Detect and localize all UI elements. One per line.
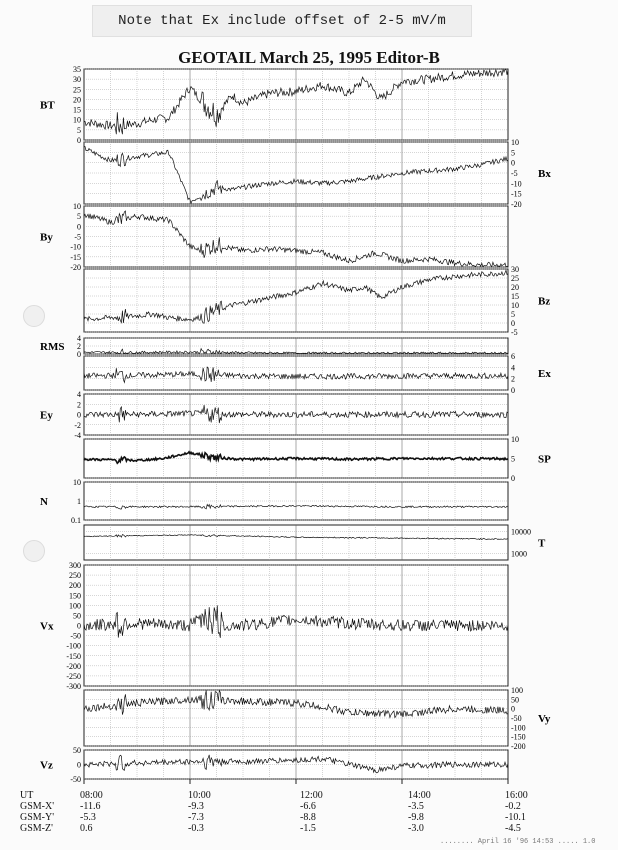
tick-label-bt: 30: [73, 75, 81, 85]
tick-label-bt: 15: [73, 105, 81, 115]
tick-label-bt: 0: [77, 136, 81, 145]
footer-x-2: -6.6: [300, 801, 316, 812]
footer-z-3: -3.0: [408, 823, 424, 834]
panel-label-ex: Ex: [538, 368, 551, 380]
tick-label-vx: 300: [69, 561, 81, 570]
tick-label-vz: 50: [73, 746, 81, 755]
tick-label-bt: 10: [73, 115, 81, 125]
footer-ut-0: 08:00: [80, 790, 103, 801]
tick-label-bz: 0: [511, 319, 515, 328]
tick-label-vx: 150: [69, 591, 81, 601]
panel-label-by: By: [40, 231, 53, 244]
tick-label-bz: 15: [511, 292, 519, 301]
tick-label-vx: 200: [69, 581, 81, 591]
tick-label-rms: 4: [77, 334, 81, 343]
tick-label-bz: 5: [511, 310, 515, 319]
tick-label-ex: 4: [511, 363, 515, 373]
tick-label-vx: -250: [66, 671, 81, 681]
footer-ut-3: 14:00: [408, 790, 431, 801]
tick-label-bz: 20: [511, 283, 519, 292]
tick-label-vx: 250: [69, 571, 81, 581]
footer-x-3: -3.5: [408, 801, 424, 812]
tick-label-by: -20: [70, 263, 81, 272]
tick-label-bt: 25: [73, 85, 81, 95]
tick-label-ey: -2: [74, 420, 81, 430]
tick-label-vy: 0: [511, 704, 515, 714]
footer-ut-4: 16:00: [505, 790, 528, 801]
tick-label-n: 1: [77, 497, 81, 506]
footer-x-0: -11.6: [80, 801, 101, 812]
panel-label-ey: Ey: [40, 409, 53, 422]
tick-label-vy: -50: [511, 714, 522, 723]
tick-label-vz: 0: [77, 760, 81, 770]
tick-label-ey: 2: [77, 400, 81, 410]
footer-y-1: -7.3: [188, 812, 204, 823]
footer-label-gsmy: GSM-Y': [20, 812, 55, 823]
footer-label-gsmx: GSM-X': [20, 801, 55, 812]
footer-ut-1: 10:00: [188, 790, 211, 801]
tick-label-vy: -200: [511, 742, 526, 751]
tick-label-vx: -100: [66, 641, 81, 651]
tick-label-vy: -150: [511, 732, 526, 742]
tick-label-ex: 2: [511, 374, 515, 384]
tick-label-t: 10000: [511, 527, 531, 537]
tick-label-vy: 100: [511, 686, 523, 695]
panel-label-sp: SP: [538, 453, 551, 466]
tick-label-vx: -300: [66, 682, 81, 691]
tick-label-bt: 35: [73, 65, 81, 74]
panel-label-rms: RMS: [40, 341, 65, 353]
footer-ut-2: 12:00: [300, 790, 323, 801]
panel-label-vx: Vx: [40, 620, 54, 633]
tick-label-n: 10: [73, 478, 81, 487]
tick-label-ey: -4: [74, 431, 81, 440]
tick-label-bx: 5: [511, 148, 515, 158]
tick-label-ex: 0: [511, 386, 515, 395]
tick-label-ex: 6: [511, 352, 515, 361]
footer-z-0: 0.6: [80, 823, 93, 834]
tick-label-bx: -15: [511, 189, 522, 199]
footer-y-4: -10.1: [505, 812, 526, 823]
panel-label-t: T: [538, 537, 546, 550]
tick-label-rms: 2: [77, 342, 81, 351]
tick-label-bx: -20: [511, 200, 522, 209]
tick-label-bx: -5: [511, 169, 518, 178]
tick-label-rms: 0: [77, 350, 81, 359]
page-title: GEOTAIL March 25, 1995 Editor-B: [178, 48, 440, 67]
tick-label-vy: 50: [511, 695, 519, 705]
tick-label-vx: 100: [69, 601, 81, 611]
tick-label-vx: -150: [66, 651, 81, 661]
tick-label-n: 0.1: [71, 516, 81, 525]
tick-label-sp: 10: [511, 435, 519, 444]
footer-y-0: -5.3: [80, 812, 96, 823]
tick-label-vz: -50: [70, 775, 81, 784]
panel-label-vz: Vz: [40, 759, 53, 772]
tick-label-ey: 0: [77, 410, 81, 420]
tick-label-by: 10: [73, 202, 81, 211]
offset-note: Note that Ex include offset of 2-5 mV/m: [92, 5, 472, 37]
tick-label-bz: -5: [511, 328, 518, 337]
footer-y-2: -8.8: [300, 812, 316, 823]
tick-label-by: -15: [70, 252, 81, 262]
tick-label-vx: 0: [77, 621, 81, 631]
tick-label-sp: 0: [511, 474, 515, 483]
footer-label-ut: UT: [20, 790, 34, 801]
tick-label-bx: 10: [511, 138, 519, 147]
tick-label-ey: 4: [77, 390, 81, 399]
tick-label-bz: 30: [511, 265, 519, 274]
print-stamp: ........ April 16 '96 14:53 ..... 1.0: [440, 838, 596, 846]
tick-label-vx: 50: [73, 611, 81, 621]
panel-label-bz: Bz: [538, 295, 551, 308]
tick-label-bx: -10: [511, 179, 522, 189]
footer-z-1: -0.3: [188, 823, 204, 834]
footer-z-4: -4.5: [505, 823, 521, 834]
panel-label-vy: Vy: [538, 713, 551, 725]
tick-label-bt: 20: [73, 95, 81, 105]
tick-label-bx: 0: [511, 158, 515, 168]
footer-x-1: -9.3: [188, 801, 204, 812]
footer-y-3: -9.8: [408, 812, 424, 823]
tick-label-vx: -200: [66, 661, 81, 671]
tick-label-bz: 25: [511, 274, 519, 283]
tick-label-vy: -100: [511, 723, 526, 733]
tick-label-by: -10: [70, 242, 81, 252]
tick-label-bt: 5: [77, 125, 81, 135]
tick-label-by: 5: [77, 212, 81, 222]
tick-label-by: 0: [77, 222, 81, 232]
panel-label-bt: BT: [40, 99, 55, 112]
panel-label-n: N: [40, 496, 48, 508]
tick-label-by: -5: [74, 232, 81, 242]
tick-label-sp: 5: [511, 454, 515, 464]
panel-label-bx: Bx: [538, 168, 551, 180]
footer-z-2: -1.5: [300, 823, 316, 834]
footer-label-gsmz: GSM-Z': [20, 823, 53, 834]
footer-x-4: -0.2: [505, 801, 521, 812]
tick-label-t: 1000: [511, 549, 527, 559]
tick-label-bz: 10: [511, 301, 519, 310]
tick-label-vx: -50: [70, 631, 81, 641]
